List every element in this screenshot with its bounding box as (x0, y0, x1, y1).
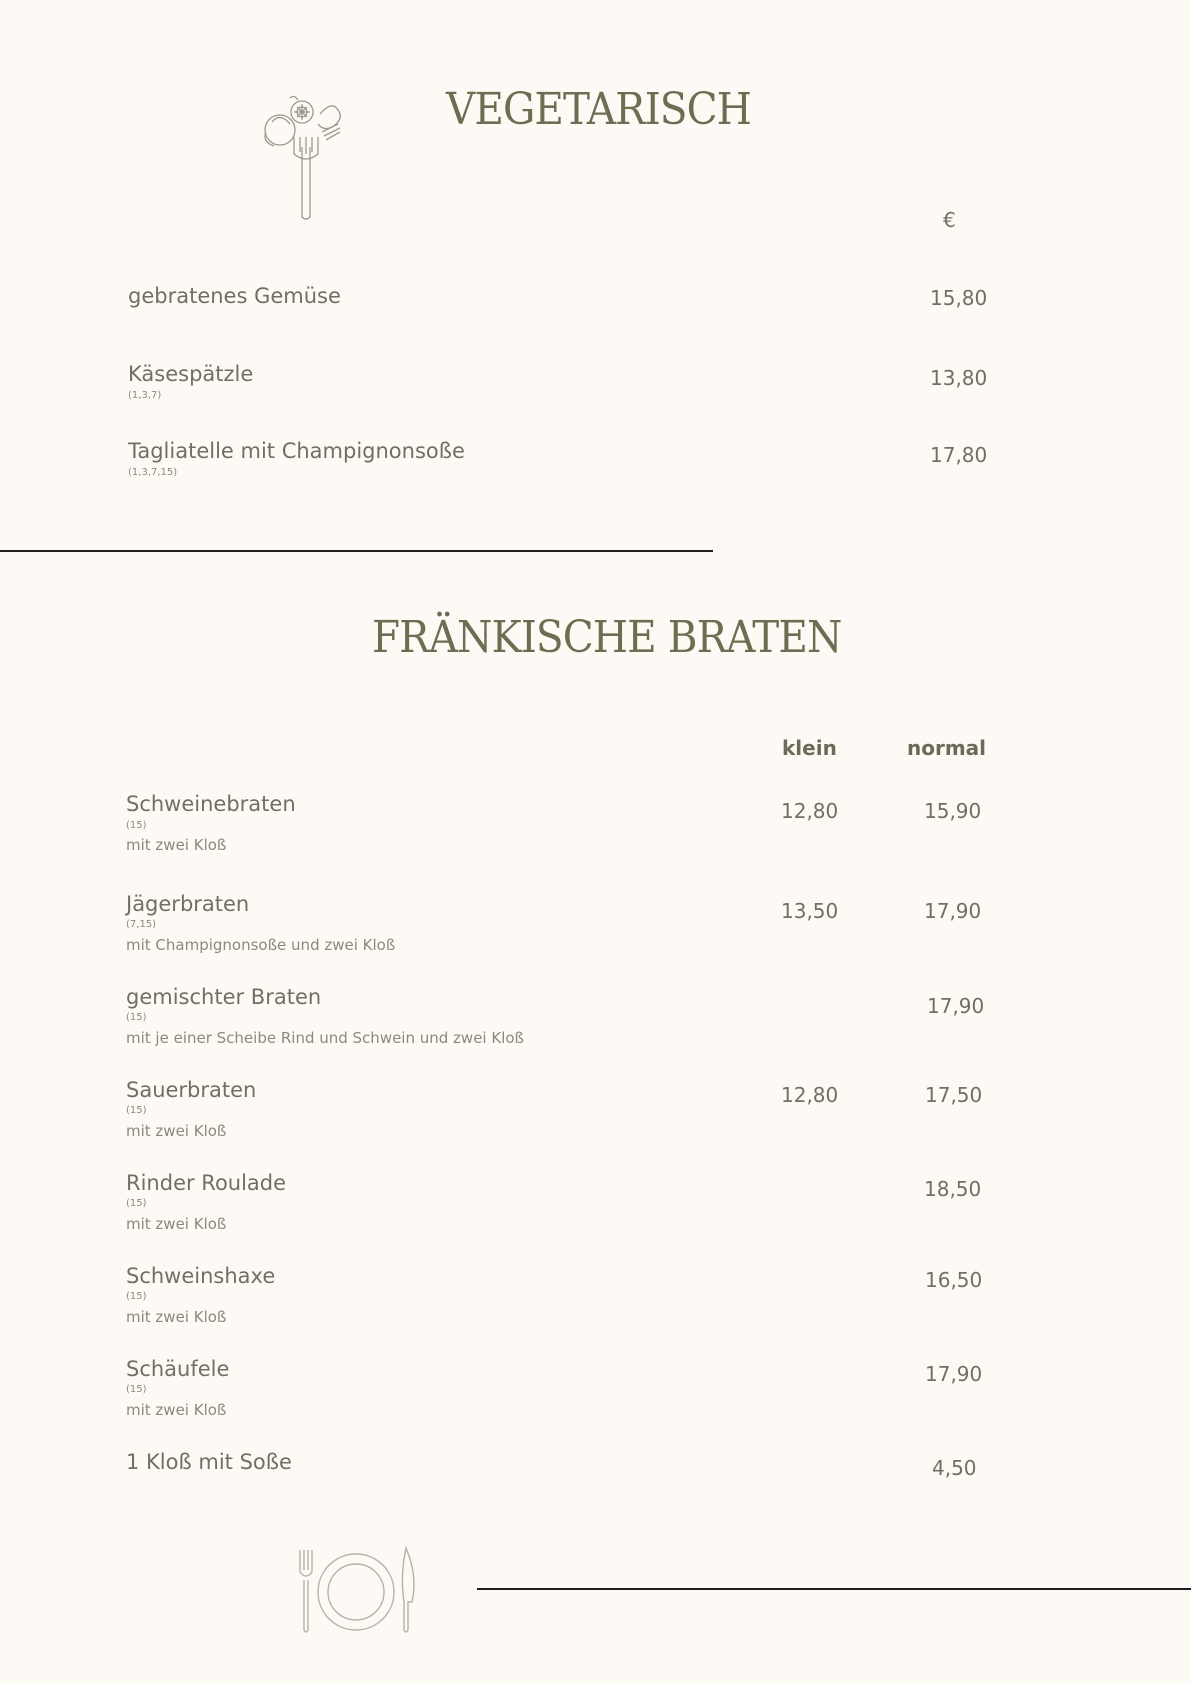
dish-name: Käsespätzle (128, 362, 254, 386)
column-header-normal: normal (907, 736, 987, 760)
plate-cutlery-icon (294, 1546, 424, 1636)
dish-allergens: (15) (126, 1105, 147, 1116)
price-small: 12,80 (781, 1083, 839, 1107)
dish-description: mit je einer Scheibe Rind und Schwein und zwei Kloß (126, 1029, 524, 1047)
vegetable-fork-icon (260, 92, 360, 222)
dish-description: mit Champignonsoße und zwei Kloß (126, 936, 396, 954)
dish-name: Tagliatelle mit Champignonsoße (128, 439, 465, 463)
price-normal: 15,90 (924, 799, 982, 823)
footer-divider (477, 1588, 1191, 1590)
price-small: 12,80 (781, 799, 839, 823)
dish-price: 15,80 (930, 286, 988, 310)
currency-header: € (943, 208, 956, 232)
price-normal: 18,50 (924, 1177, 982, 1201)
price-normal: 17,90 (925, 1362, 983, 1386)
price-normal: 16,50 (925, 1268, 983, 1292)
dish-description: mit zwei Kloß (126, 1401, 227, 1419)
dish-name: Schweinebraten (126, 792, 296, 816)
dish-name: 1 Kloß mit Soße (126, 1450, 292, 1474)
dish-name: Rinder Roulade (126, 1171, 287, 1195)
dish-allergens: (15) (126, 820, 147, 831)
price-normal: 17,90 (924, 899, 982, 923)
dish-name: Schweinshaxe (126, 1264, 276, 1288)
price-normal: 4,50 (932, 1456, 977, 1480)
dish-name: Sauerbraten (126, 1078, 257, 1102)
section-divider (0, 550, 713, 552)
dish-price: 17,80 (930, 443, 988, 467)
section-title-braten: FRÄNKISCHE BRATEN (372, 612, 842, 663)
dish-allergens: (15) (126, 1384, 147, 1395)
dish-name: gebratenes Gemüse (128, 284, 341, 308)
dish-allergens: (1,3,7) (128, 390, 162, 401)
dish-description: mit zwei Kloß (126, 1122, 227, 1140)
dish-allergens: (7,15) (126, 919, 157, 930)
dish-allergens: (15) (126, 1198, 147, 1209)
price-normal: 17,50 (925, 1083, 983, 1107)
dish-name: Jägerbraten (126, 892, 250, 916)
dish-name: gemischter Braten (126, 985, 322, 1009)
dish-description: mit zwei Kloß (126, 1215, 227, 1233)
price-normal: 17,90 (927, 994, 985, 1018)
column-header-klein: klein (782, 736, 837, 760)
dish-allergens: (15) (126, 1012, 147, 1023)
dish-allergens: (15) (126, 1291, 147, 1302)
dish-allergens: (1,3,7,15) (128, 467, 178, 478)
dish-description: mit zwei Kloß (126, 1308, 227, 1326)
price-small: 13,50 (781, 899, 839, 923)
dish-description: mit zwei Kloß (126, 836, 227, 854)
dish-price: 13,80 (930, 366, 988, 390)
section-title-vegetarisch: VEGETARISCH (446, 84, 752, 135)
dish-name: Schäufele (126, 1357, 230, 1381)
